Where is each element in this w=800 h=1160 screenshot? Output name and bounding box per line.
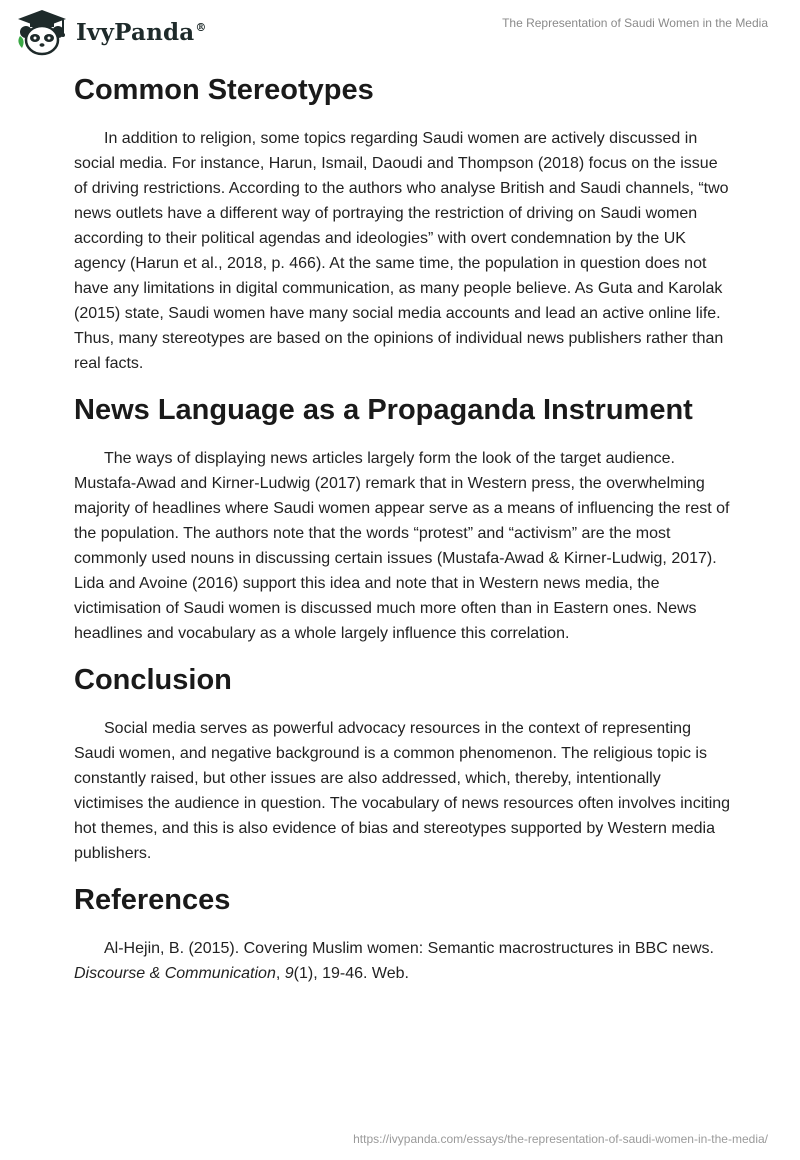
section-paragraph: The ways of displaying news articles largely form the look of the target audience. Mustafa-Awad and Kirner-Ludwig (2017) remark that in Western press, the overwhelming majority of headlines where Saudi women appear serve as a means of influencing the rest of the population. The authors note that the words “protest” and “activism” are the most commonly used nouns in discussing certain issues (Mustafa-Awad & Kirner-Ludwig, 2017). Lida and Avoine (2016) support this idea and note that in Western news media, the victimisation of Saudi women is discussed much more often than in Eastern ones. News headlines and vocabulary as a whole largely influence this correlation. — [74, 450, 730, 642]
section-paragraph: In addition to religion, some topics regarding Saudi women are actively discussed in social media. For instance, Harun, Ismail, Daoudi and Thompson (2018) focus on the issue of driving restrictions. According to the authors who analyse British and Saudi channels, “two news outlets have a different way of portraying the restriction of driving on Saudi women according to their political agendas and ideologies” with overt condemnation by the UK agency (Harun et al., 2018, p. 466). At the same time, the population in question does not have any limitations in digital communication, as many people believe. As Guta and Karolak (2015) state, Saudi women have many social media accounts and lead an active online life. Thus, many stereotypes are based on the opinions of individual news publishers rather than real facts. — [74, 130, 729, 372]
logo-wordmark: IvyPanda® — [76, 18, 207, 46]
section-common-stereotypes — [74, 70, 734, 376]
source-url-link[interactable]: https://ivypanda.com/essays/the-representation-of-saudi-women-in-the-media/ — [353, 1132, 768, 1146]
page-header — [0, 0, 800, 62]
section-paragraph: Social media serves as powerful advocacy resources in the context of representing Saudi women, and negative background is a common phenomenon. The religious topic is constantly raised, but other issues are also addressed, which, thereby, intentionally victimises the audience in question. The vocabulary of news resources often involves inciting hot themes, and this is also evidence of bias and stereotypes supported by Western media publishers. — [74, 720, 731, 862]
section-heading: Common Stereotypes — [74, 74, 374, 106]
references-heading: References — [74, 884, 231, 916]
reference-volume: 9 — [284, 965, 294, 982]
ivypanda-logo[interactable] — [14, 8, 207, 56]
section-conclusion — [74, 660, 734, 866]
document-title: The Representation of Saudi Women in the Media — [502, 16, 768, 30]
section-heading: News Language as a Propaganda Instrument — [74, 394, 693, 426]
reference-journal: Discourse & Communication — [74, 965, 276, 982]
section-news-language — [74, 390, 734, 646]
reference-entry: Al-Hejin, B. (2015). Covering Muslim women: Semantic macrostructures in BBC news. Discourse & Communication, 9(1), 19-46. Web. — [74, 940, 714, 982]
panda-graduate-icon — [14, 8, 70, 56]
section-heading: Conclusion — [74, 664, 232, 696]
article-body — [74, 70, 734, 1000]
section-references — [74, 880, 734, 986]
